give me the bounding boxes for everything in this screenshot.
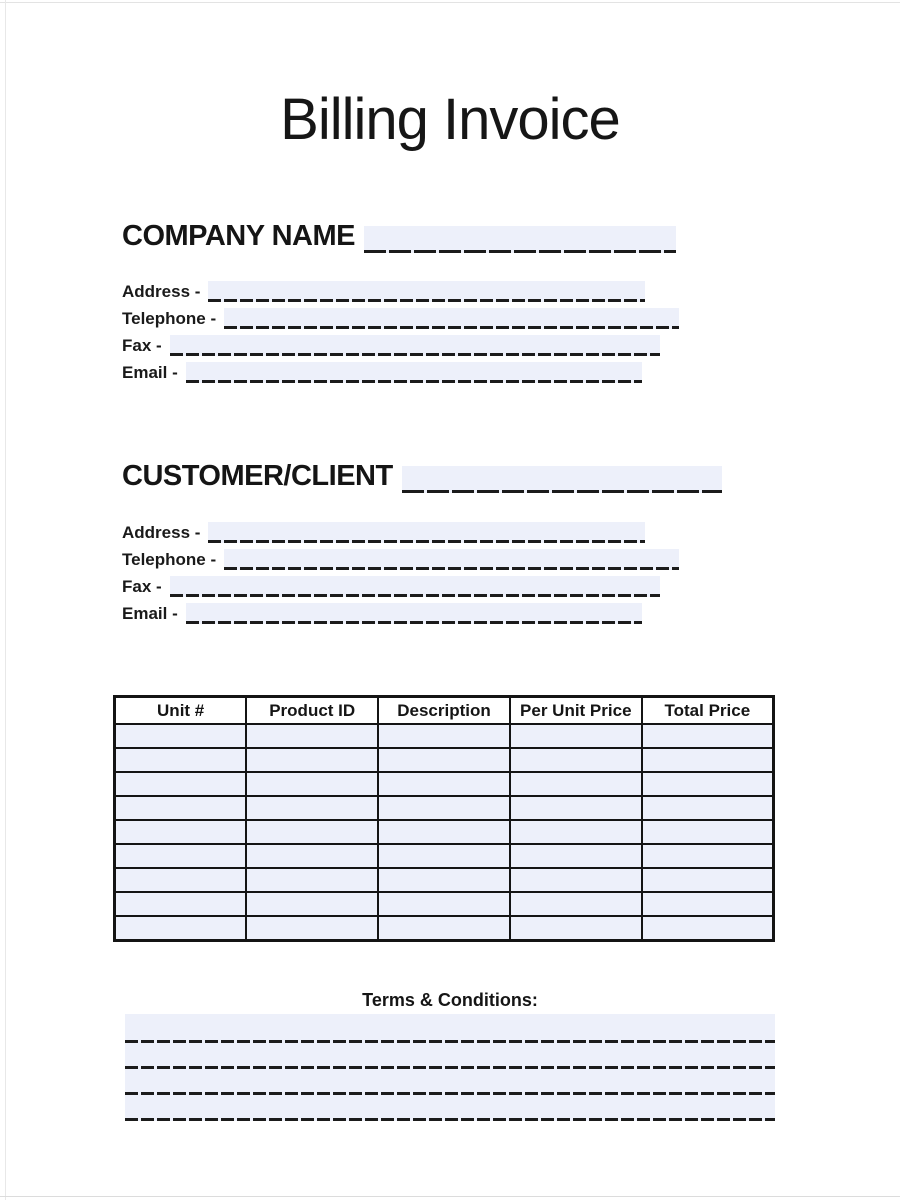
empty-item-cell[interactable] <box>510 796 642 820</box>
company-email-label: Email - <box>122 363 178 382</box>
empty-item-cell[interactable] <box>510 748 642 772</box>
table-row <box>115 916 774 941</box>
company-address-row <box>122 275 722 302</box>
terms-blank-line[interactable] <box>125 1095 775 1121</box>
empty-item-cell[interactable] <box>246 844 378 868</box>
table-row <box>115 892 774 916</box>
empty-item-cell[interactable] <box>115 724 247 748</box>
customer-address-blank-line[interactable] <box>208 522 645 543</box>
table-row <box>115 772 774 796</box>
column-header-total-price: Total Price <box>642 697 774 725</box>
items-table <box>113 695 775 942</box>
terms-heading: Terms & Conditions: <box>362 990 538 1010</box>
company-telephone-label: Telephone - <box>122 309 217 328</box>
customer-email-blank-line[interactable] <box>186 603 642 624</box>
items-table-body <box>115 724 774 941</box>
terms-blank-line[interactable] <box>125 1017 775 1043</box>
items-table-header-row <box>115 697 774 725</box>
company-telephone-blank-line[interactable] <box>224 308 679 329</box>
empty-item-cell[interactable] <box>246 868 378 892</box>
company-heading: COMPANY NAME <box>122 220 355 252</box>
empty-item-cell[interactable] <box>642 796 774 820</box>
customer-name-blank-line[interactable] <box>402 466 722 493</box>
page-edge-bottom <box>0 1196 900 1197</box>
customer-fields <box>122 516 722 624</box>
empty-item-cell[interactable] <box>642 724 774 748</box>
company-section <box>122 218 722 383</box>
empty-item-cell[interactable] <box>115 844 247 868</box>
customer-address-label: Address - <box>122 523 201 542</box>
empty-item-cell[interactable] <box>378 724 510 748</box>
table-row <box>115 868 774 892</box>
empty-item-cell[interactable] <box>642 892 774 916</box>
empty-item-cell[interactable] <box>642 868 774 892</box>
company-telephone-row <box>122 302 722 329</box>
customer-telephone-label: Telephone - <box>122 550 217 569</box>
empty-item-cell[interactable] <box>510 916 642 941</box>
column-header-description: Description <box>378 697 510 725</box>
company-address-blank-line[interactable] <box>208 281 645 302</box>
empty-item-cell[interactable] <box>642 772 774 796</box>
terms-blank-line[interactable] <box>125 1043 775 1069</box>
page-edge-top <box>0 2 900 3</box>
empty-item-cell[interactable] <box>115 916 247 941</box>
empty-item-cell[interactable] <box>246 820 378 844</box>
empty-item-cell[interactable] <box>510 868 642 892</box>
column-header-per-unit-price: Per Unit Price <box>510 697 642 725</box>
company-email-blank-line[interactable] <box>186 362 642 383</box>
empty-item-cell[interactable] <box>115 772 247 796</box>
table-row <box>115 724 774 748</box>
company-address-label: Address - <box>122 282 201 301</box>
page-edge-left <box>5 0 6 1200</box>
empty-item-cell[interactable] <box>642 820 774 844</box>
empty-item-cell[interactable] <box>510 820 642 844</box>
table-row <box>115 820 774 844</box>
company-fax-row <box>122 329 722 356</box>
table-row <box>115 748 774 772</box>
empty-item-cell[interactable] <box>378 820 510 844</box>
customer-address-row <box>122 516 722 543</box>
table-row <box>115 796 774 820</box>
empty-item-cell[interactable] <box>510 724 642 748</box>
empty-item-cell[interactable] <box>378 772 510 796</box>
column-header-unit: Unit # <box>115 697 247 725</box>
empty-item-cell[interactable] <box>642 748 774 772</box>
column-header-product-id: Product ID <box>246 697 378 725</box>
customer-email-row <box>122 597 722 624</box>
empty-item-cell[interactable] <box>115 820 247 844</box>
customer-fax-blank-line[interactable] <box>170 576 660 597</box>
customer-telephone-blank-line[interactable] <box>224 549 679 570</box>
page-title: Billing Invoice <box>280 87 620 152</box>
customer-fax-row <box>122 570 722 597</box>
terms-blank-line[interactable] <box>125 1069 775 1095</box>
company-fields <box>122 275 722 383</box>
empty-item-cell[interactable] <box>378 748 510 772</box>
company-name-blank-line[interactable] <box>364 226 676 253</box>
customer-heading: CUSTOMER/CLIENT <box>122 460 393 492</box>
empty-item-cell[interactable] <box>115 868 247 892</box>
empty-item-cell[interactable] <box>246 748 378 772</box>
empty-item-cell[interactable] <box>642 916 774 941</box>
empty-item-cell[interactable] <box>115 892 247 916</box>
empty-item-cell[interactable] <box>115 796 247 820</box>
company-fax-blank-line[interactable] <box>170 335 660 356</box>
customer-fax-label: Fax - <box>122 577 162 596</box>
terms-lines <box>125 1014 775 1121</box>
company-heading-row <box>122 218 722 253</box>
empty-item-cell[interactable] <box>642 844 774 868</box>
company-fax-label: Fax - <box>122 336 162 355</box>
company-email-row <box>122 356 722 383</box>
empty-item-cell[interactable] <box>378 844 510 868</box>
empty-item-cell[interactable] <box>246 796 378 820</box>
empty-item-cell[interactable] <box>246 916 378 941</box>
customer-heading-row <box>122 458 722 493</box>
empty-item-cell[interactable] <box>510 772 642 796</box>
empty-item-cell[interactable] <box>115 748 247 772</box>
empty-item-cell[interactable] <box>510 844 642 868</box>
empty-item-cell[interactable] <box>246 892 378 916</box>
customer-email-label: Email - <box>122 604 178 623</box>
table-row <box>115 844 774 868</box>
empty-item-cell[interactable] <box>246 772 378 796</box>
empty-item-cell[interactable] <box>510 892 642 916</box>
empty-item-cell[interactable] <box>246 724 378 748</box>
empty-item-cell[interactable] <box>378 796 510 820</box>
customer-section <box>122 458 722 624</box>
items-table-wrap <box>113 695 775 942</box>
empty-item-cell[interactable] <box>378 916 510 941</box>
empty-item-cell[interactable] <box>378 892 510 916</box>
customer-telephone-row <box>122 543 722 570</box>
empty-item-cell[interactable] <box>378 868 510 892</box>
